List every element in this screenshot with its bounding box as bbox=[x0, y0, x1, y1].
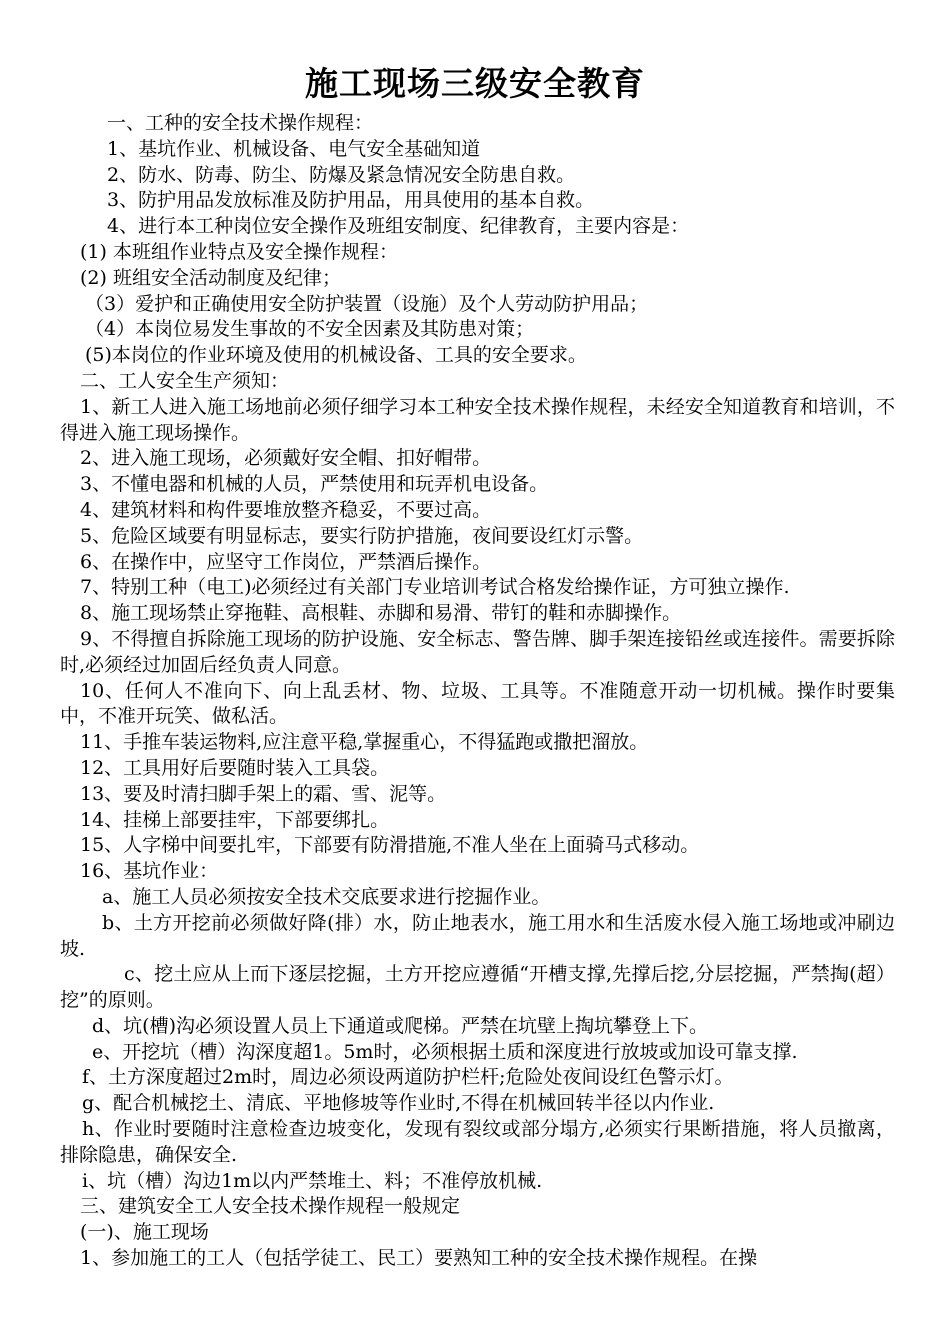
paragraph: 3、不懂电器和机械的人员，严禁使用和玩弄机电设备。 bbox=[80, 473, 549, 496]
paragraph: 16、基坑作业： bbox=[80, 860, 219, 883]
paragraph: i、坑（槽）沟边1m以内严禁堆土、料；不准停放机械. bbox=[82, 1169, 543, 1192]
paragraph: 4、建筑材料和构件要堆放整齐稳妥，不要过高。 bbox=[80, 498, 492, 521]
paragraph: f、土方深度超过2m时，周边必须设两道防护栏杆;危险处夜间设红色警示灯。 bbox=[82, 1066, 734, 1089]
paragraph: 8、施工现场禁止穿拖鞋、高根鞋、赤脚和易滑、带钉的鞋和赤脚操作。 bbox=[80, 602, 682, 625]
paragraph: 6、在操作中，应坚守工作岗位，严禁酒后操作。 bbox=[80, 550, 492, 573]
paragraph: 2、进入施工现场，必须戴好安全帽、扣好帽带。 bbox=[80, 447, 492, 470]
paragraph: （3）爱护和正确使用安全防护装置（设施）及个人劳动防护用品； bbox=[85, 292, 649, 315]
paragraph: 一、工种的安全技术操作规程： bbox=[107, 112, 374, 134]
paragraph: 12、工具用好后要随时装入工具袋。 bbox=[80, 756, 390, 779]
paragraph: 1、基坑作业、机械设备、电气安全基础知道 bbox=[107, 137, 481, 160]
paragraph: d、坑(槽)沟必须设置人员上下通道或爬梯。严禁在坑壁上掏坑攀登上下。 bbox=[92, 1014, 708, 1037]
paragraph: a、施工人员必须按安全技术交底要求进行挖掘作业。 bbox=[102, 885, 551, 908]
paragraph: 2、防水、防毒、防尘、防爆及紧急情况安全防患自救。 bbox=[107, 163, 576, 186]
paragraph: 7、特别工种（电工)必须经过有关部门专业培训考试合格发给操作证，方可独立操作. bbox=[80, 576, 790, 599]
paragraph: g、配合机械挖土、清底、平地修坡等作业时,不得在机械回转半径以内作业. bbox=[82, 1092, 715, 1115]
paragraph: 14、挂梯上部要挂牢，下部要绑扎。 bbox=[80, 808, 390, 831]
paragraph: 4、进行本工种岗位安全操作及班组安制度、纪律教育，主要内容是： bbox=[107, 215, 690, 238]
paragraph: c、挖土应从上而下逐层挖掘，土方开挖应遵循“开槽支撑,先撑后挖,分层挖掘，严禁掏(超）挖”的原则。 bbox=[60, 963, 895, 1012]
paragraph: 9、不得擅自拆除施工现场的防护设施、安全标志、警告牌、脚手架连接铅丝或连接件。需要拆除时,必须经过加固后经负责人同意。 bbox=[60, 627, 895, 676]
paragraph: (一)、施工现场 bbox=[80, 1221, 209, 1244]
paragraph: b、土方开挖前必须做好降(排）水，防止地表水，施工用水和生活废水侵入施工场地或冲刷边坡. bbox=[60, 911, 895, 960]
paragraph: h、作业时要随时注意检查边坡变化，发现有裂纹或部分塌方,必须实行果断措施，将人员撤离，排除隐患，确保安全. bbox=[60, 1118, 895, 1166]
paragraph: 15、人字梯中间要扎牢，下部要有防滑措施,不准人坐在上面骑马式移动。 bbox=[80, 834, 700, 857]
paragraph: 13、要及时清扫脚手架上的霜、雪、泥等。 bbox=[80, 782, 447, 805]
paragraph: 3、防护用品发放标准及防护用品，用具使用的基本自救。 bbox=[107, 189, 595, 212]
paragraph: （4）本岗位易发生事故的不安全因素及其防患对策； bbox=[85, 318, 535, 341]
paragraph: 二、工人安全生产须知： bbox=[80, 369, 290, 392]
paragraph: 5、危险区域要有明显标志，要实行防护措施，夜间要设红灯示警。 bbox=[80, 524, 644, 547]
document-title: 施工现场三级安全教育 bbox=[305, 64, 645, 103]
paragraph: 三、建筑安全工人安全技术操作规程一般规定 bbox=[80, 1195, 461, 1218]
paragraph: (1) 本班组作业特点及安全操作规程： bbox=[80, 240, 398, 263]
paragraph: e、开挖坑（槽）沟深度超1。5m时，必须根据土质和深度进行放坡或加设可靠支撑. bbox=[92, 1040, 798, 1063]
paragraph: (5)本岗位的作业环境及使用的机械设备、工具的安全要求。 bbox=[85, 344, 587, 367]
paragraph: 1、参加施工的工人（包括学徒工、民工）要熟知工种的安全技术操作规程。在操 bbox=[80, 1247, 758, 1270]
document-body bbox=[60, 111, 895, 1272]
paragraph: 1、新工人进入施工场地前必须仔细学习本工种安全技术操作规程，未经安全知道教育和培训，不得进入施工现场操作。 bbox=[60, 395, 895, 444]
paragraph: 10、任何人不准向下、向上乱丢材、物、垃圾、工具等。不准随意开动一切机械。操作时要集中，不准开玩笑、做私活。 bbox=[60, 679, 895, 728]
paragraph: 11、手推车装运物料,应注意平稳,掌握重心，不得猛跑或撒把溜放。 bbox=[80, 731, 649, 754]
paragraph: (2) 班组安全活动制度及纪律； bbox=[80, 266, 341, 289]
